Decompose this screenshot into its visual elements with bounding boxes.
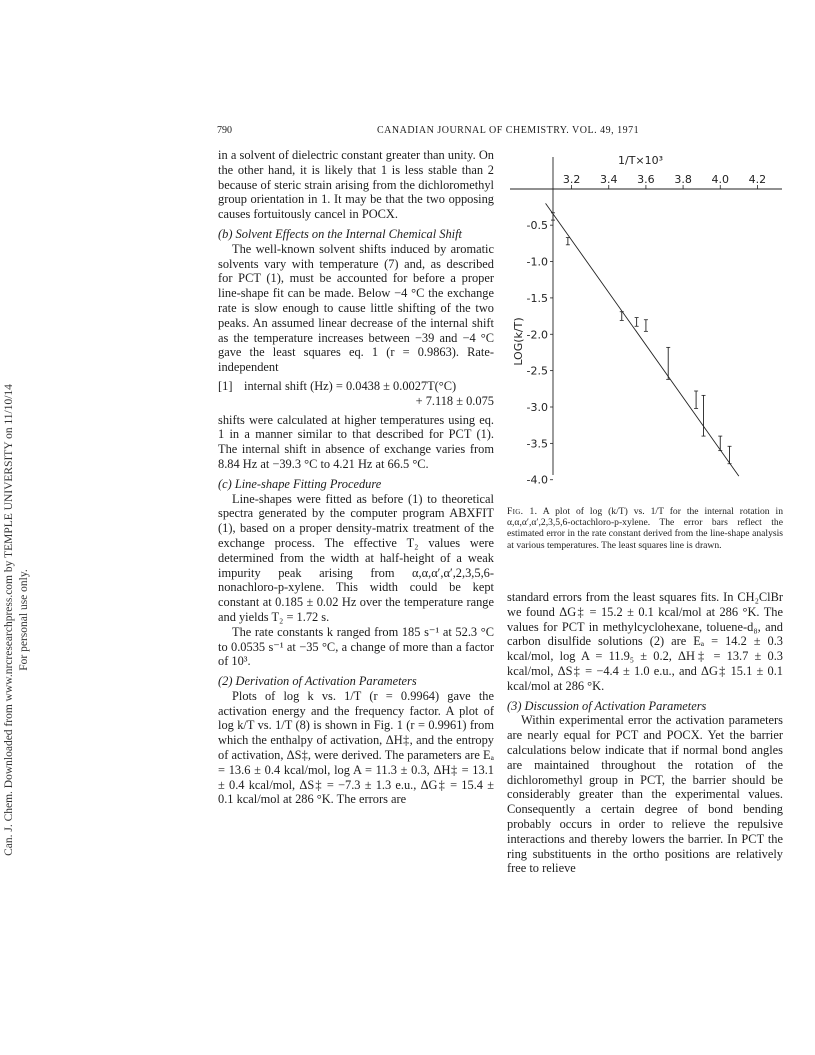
paragraph: Within experimental error the activation parameters are nearly equal for PCT and POCX. Yet the barrier calculations below indicate that if normal bond angles are maintained throughout the rotation of the dichloromethyl group in PCT, the barrier should be considerably greater than the experimental values. Consequently a certain degree of bond bending probably occurs in order to relieve the repulsive interactions and thereby lowers the barrier. In PCT the ring substituents in the ortho positions are relatively free to relieve [507,713,783,876]
x-tick-label: 4.2 [748,173,767,186]
y-tick-label: -2.5 [526,364,548,378]
watermark-line-2: For personal use only. [18,569,30,671]
figure-1-plot [508,152,784,497]
section-heading: (2) Derivation of Activation Parameters [218,674,417,689]
x-tick-label: 3.2 [562,173,581,186]
paragraph: shifts were calculated at higher temperatures using eq. 1 in a manner similar to that described for PCT (1). The internal shift in absence of exchange varies from 8.84 Hz at −39.3 °C to 4.21 Hz at 66.5 °C. [218,412,494,471]
log-kt-vs-inverse-t-chart [508,152,784,497]
paragraph: in a solvent of dielectric constant greater than unity. On the other hand, it is likely that 1 is less stable than 2 because of steric strain arising from the dichloromethyl group orientation in 1. It may be that the two opposing causes fortuitously cancel in POCX. [218,148,494,222]
left-column [218,148,494,807]
x-tick-label: 4.0 [711,173,729,186]
y-axis-label: LOG(k/T) [512,317,525,366]
equation-line-1: internal shift (Hz) = 0.0438 ± 0.0027T(°C) [244,378,457,393]
y-tick-label: -1.0 [526,255,548,269]
right-column [507,590,783,876]
y-tick-label: -1.5 [526,291,548,305]
caption-text: A plot of log (k/T) vs. 1/T for the internal rotation in α,α,α′,α′,2,3,5,6-octachloro-p-xylene. The error bars reflect the estimated error in the rate constant derived from the line-shape analysis at various temperatures. The least squares line is drawn. [507,506,783,551]
x-tick-label: 3.6 [637,173,655,186]
section-heading: (3) Discussion of Activation Parameters [507,698,707,713]
paragraph: standard errors from the least squares fits. In CH₂ClBr we found ΔG‡ = 15.2 ± 0.1 kcal/mol at 286 °K. The values for PCT in methylcyclohexane, toluene-d₈, and carbon disulfide solutions (2) are Eₐ = 14.2 ± 0.3 kcal/mol, log A = 11.9₅ ± 0.2, ΔH‡ = 13.7 ± 0.3 kcal/mol, ΔS‡ = −4.4 ± 1.0 e.u., and ΔG‡ 15.1 ± 0.1 kcal/mol at 286 °K. [507,590,783,693]
equation-line-2: + 7.118 ± 0.075 [415,393,494,408]
equation-number: [1] [218,378,233,393]
paragraph: Line-shapes were fitted as before (1) to theoretical spectra generated by the computer program ABXFIT (1), based on a proper density-matrix treatment of the exchange process. The effective T₂ values were determined from the width at half-height of a weak impurity peak arising from α,α,α′,α′,2,3,5,6-nonachloro-p-xylene. This width could be kept constant at 0.185 ± 0.02 Hz over the temperature range and yields T₂ = 1.72 s. [218,491,494,624]
x-axis-label: 1/T×10³ [618,154,664,167]
paragraph: The rate constants k ranged from 185 s⁻¹ at 52.3 °C to 0.0535 s⁻¹ at −35 °C, a change of more than a factor of 10³. [218,624,494,669]
section-heading: (c) Line-shape Fitting Procedure [218,476,382,491]
y-tick-label: -2.0 [526,328,548,342]
paragraph: The well-known solvent shifts induced by aromatic solvents vary with temperature (7) and, as described for PCT (1), must be accounted for before a proper line-shape fit can be made. Below −4 °C the exchange rate is slow enough to cause little shifting of the two peaks. An assumed linear decrease of the internal shift as the temperature increases between −39 and −4 °C gave the least squares eq. 1 (r = 0.9863). Rate-independent [218,241,494,375]
y-tick-label: -3.5 [526,437,548,451]
y-tick-label: -0.5 [526,219,548,233]
x-tick-label: 3.8 [674,173,692,186]
journal-title: CANADIAN JOURNAL OF CHEMISTRY. VOL. 49, 1971 [377,125,640,136]
page-number: 790 [217,125,232,136]
y-tick-label: -4.0 [526,473,548,487]
figure-1-caption [507,506,783,551]
section-heading: (b) Solvent Effects on the Internal Chemical Shift [218,226,462,241]
watermark-line-1: Can. J. Chem. Downloaded from www.nrcresearchpress.com by TEMPLE UNIVERSITY on 11/10/14 [3,384,15,856]
paragraph: Plots of log k vs. 1/T (r = 0.9964) gave the activation energy and the frequency factor. A plot of log k/T vs. 1/T (8) is shown in Fig. 1 (r = 0.9961) from which the enthalpy of activation, ΔH‡, and the entropy of activation, ΔS‡, were derived. The parameters are Eₐ = 13.6 ± 0.4 kcal/mol, log A = 11.3 ± 0.3, ΔH‡ = 13.1 ± 0.4 kcal/mol, ΔS‡ = −7.3 ± 1.3 e.u., ΔG‡ = 15.4 ± 0.1 kcal/mol at 286 °K. The errors are [218,688,494,807]
y-tick-label: -3.0 [526,401,548,414]
figure-label: Fig. 1. [507,506,538,517]
least-squares-fit-line [546,203,739,476]
equation-1 [218,379,494,409]
x-tick-label: 3.4 [600,173,618,186]
side-watermark [2,240,32,1000]
